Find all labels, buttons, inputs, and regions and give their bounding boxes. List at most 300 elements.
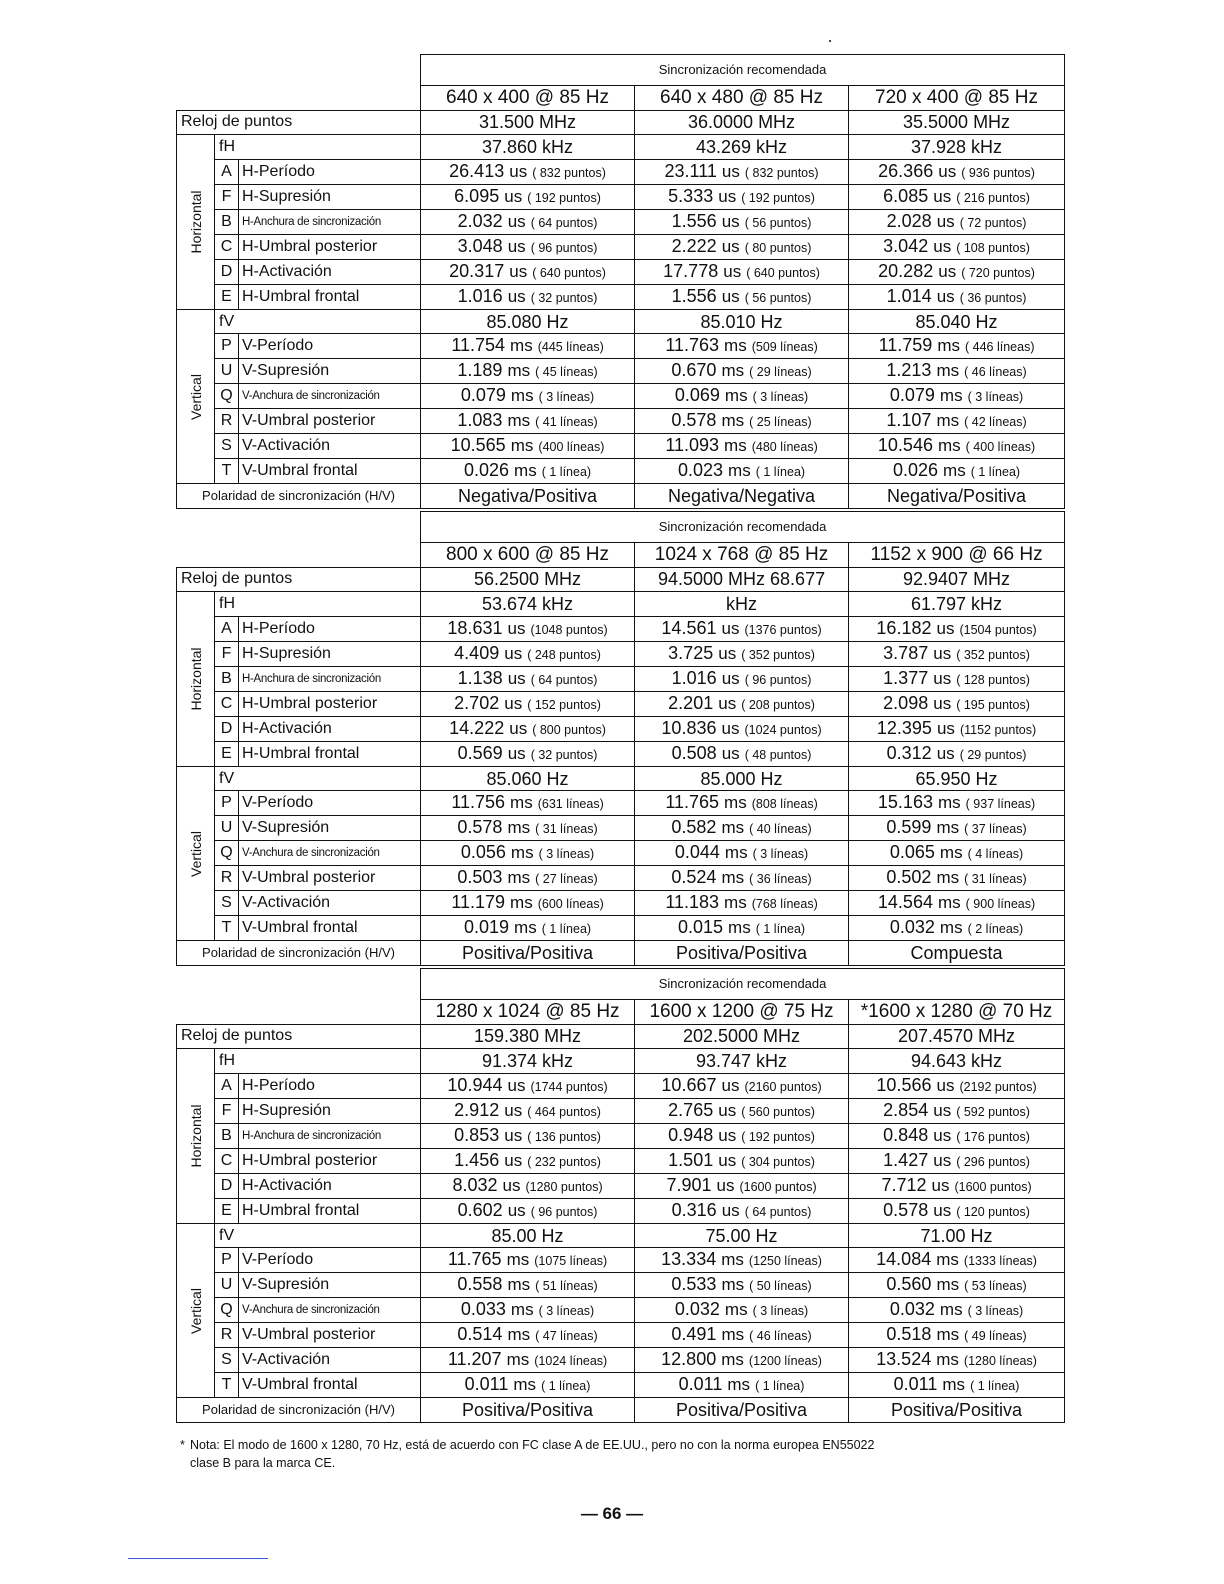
value-count: ( 37 líneas) bbox=[964, 822, 1027, 837]
dot-clock-label: Reloj de puntos bbox=[177, 1024, 421, 1049]
value-unit: us bbox=[718, 1150, 737, 1170]
value-number: 11.759 bbox=[878, 335, 933, 356]
row-parameter: H-Anchura de sincronización bbox=[239, 1123, 421, 1148]
timing-value bbox=[635, 666, 849, 691]
timing-value bbox=[635, 1323, 849, 1348]
row-letter: D bbox=[215, 1173, 239, 1198]
value-count: ( 192 puntos) bbox=[741, 1129, 815, 1144]
row-parameter: V-Anchura de sincronización bbox=[239, 841, 421, 866]
value-number: 11.765 bbox=[665, 792, 720, 813]
value-unit: ms bbox=[510, 436, 534, 456]
v-row bbox=[177, 1273, 1065, 1298]
timing-value bbox=[635, 1298, 849, 1323]
value-number: 1.138 bbox=[457, 667, 503, 688]
value-count: ( 72 puntos) bbox=[959, 215, 1027, 230]
polarity-value: Positiva/Positiva bbox=[635, 941, 849, 966]
value-number: 14.561 bbox=[661, 617, 717, 638]
value-count: ( 2 líneas) bbox=[967, 922, 1024, 937]
row-parameter: H-Activación bbox=[239, 1173, 421, 1198]
horizontal-label: Horizontal bbox=[187, 190, 204, 254]
timing-table-1 bbox=[176, 54, 1065, 509]
dot-clock-value: 94.5000 MHz 68.677 bbox=[635, 567, 849, 592]
value-number: 20.282 bbox=[878, 260, 934, 281]
timing-value bbox=[421, 741, 635, 766]
value-count: (1075 líneas) bbox=[534, 1254, 608, 1269]
value-number: 0.578 bbox=[457, 817, 503, 838]
value-number: 14.084 bbox=[876, 1249, 932, 1270]
value-unit: us bbox=[936, 286, 955, 306]
value-count: (631 líneas) bbox=[537, 797, 604, 812]
value-number: 11.756 bbox=[451, 792, 506, 813]
h-row bbox=[177, 666, 1065, 691]
value-unit: ms bbox=[721, 411, 745, 431]
row-parameter: H-Umbral posterior bbox=[239, 234, 421, 259]
recommended-header: Sincronización recomendada bbox=[421, 55, 1065, 86]
value-count: ( 42 líneas) bbox=[964, 415, 1027, 430]
h-row bbox=[177, 184, 1065, 209]
value-number: 10.546 bbox=[877, 435, 933, 456]
value-count: ( 64 puntos) bbox=[530, 672, 598, 687]
value-number: 11.765 bbox=[447, 1249, 502, 1270]
value-number: 11.179 bbox=[451, 892, 506, 913]
value-count: ( 108 puntos) bbox=[956, 240, 1030, 255]
vertical-label: Vertical bbox=[187, 373, 204, 420]
h-row bbox=[177, 1123, 1065, 1148]
value-number: 0.065 bbox=[889, 842, 935, 863]
value-number: 2.032 bbox=[457, 210, 503, 231]
value-unit: us bbox=[507, 1200, 526, 1220]
value-number: 0.524 bbox=[671, 867, 717, 888]
row-letter: B bbox=[215, 666, 239, 691]
value-unit: us bbox=[504, 186, 523, 206]
value-count: (1250 líneas) bbox=[748, 1254, 822, 1269]
value-number: 10.565 bbox=[450, 435, 506, 456]
row-parameter: V-Umbral posterior bbox=[239, 1323, 421, 1348]
fv-value: 85.060 Hz bbox=[421, 766, 635, 791]
timing-value bbox=[635, 434, 849, 459]
v-row bbox=[177, 334, 1065, 359]
dot-clock-value: 56.2500 MHz bbox=[421, 567, 635, 592]
value-number: 0.599 bbox=[886, 817, 932, 838]
row-letter: D bbox=[215, 716, 239, 741]
vertical-group bbox=[177, 309, 215, 484]
value-number: 0.560 bbox=[886, 1274, 932, 1295]
timing-value bbox=[421, 409, 635, 434]
value-number: 0.853 bbox=[454, 1124, 500, 1145]
polarity-row bbox=[177, 941, 1065, 966]
value-unit: us bbox=[721, 161, 740, 181]
horizontal-group bbox=[177, 592, 215, 767]
row-parameter: H-Umbral frontal bbox=[239, 1198, 421, 1223]
v-row bbox=[177, 891, 1065, 916]
value-unit: ms bbox=[943, 461, 966, 481]
fv-label: fV bbox=[215, 309, 421, 334]
timing-value bbox=[849, 159, 1065, 184]
value-number: 17.778 bbox=[663, 260, 719, 281]
dot-clock-value: 35.5000 MHz bbox=[849, 110, 1065, 135]
timing-value bbox=[635, 284, 849, 309]
value-count: ( 192 puntos) bbox=[527, 190, 601, 205]
mode-header: 1152 x 900 @ 66 Hz bbox=[849, 543, 1065, 568]
row-parameter: V-Supresión bbox=[239, 359, 421, 384]
row-parameter: H-Activación bbox=[239, 259, 421, 284]
value-unit: us bbox=[936, 743, 955, 763]
timing-value bbox=[849, 184, 1065, 209]
v-row bbox=[177, 434, 1065, 459]
fh-value: kHz bbox=[635, 592, 849, 617]
value-count: ( 36 líneas) bbox=[749, 872, 812, 887]
value-count: ( 208 puntos) bbox=[741, 697, 815, 712]
row-parameter: H-Supresión bbox=[239, 1098, 421, 1123]
value-unit: us bbox=[721, 743, 740, 763]
value-count: ( 120 puntos) bbox=[956, 1204, 1030, 1219]
timing-value bbox=[635, 841, 849, 866]
value-unit: ms bbox=[936, 411, 960, 431]
timing-value bbox=[635, 1198, 849, 1223]
value-unit: ms bbox=[510, 336, 533, 356]
fv-value: 85.040 Hz bbox=[849, 309, 1065, 334]
value-count: ( 152 puntos) bbox=[527, 697, 601, 712]
value-number: 12.395 bbox=[876, 717, 932, 738]
value-number: 26.366 bbox=[878, 160, 934, 181]
value-unit: us bbox=[502, 1175, 521, 1195]
value-number: 0.079 bbox=[889, 385, 935, 406]
timing-value bbox=[421, 916, 635, 941]
horizontal-group bbox=[177, 1049, 215, 1224]
h-row bbox=[177, 1173, 1065, 1198]
value-count: ( 3 líneas) bbox=[967, 1304, 1024, 1319]
empty-corner bbox=[177, 543, 421, 568]
row-parameter: H-Umbral posterior bbox=[239, 691, 421, 716]
value-count: ( 96 puntos) bbox=[744, 672, 812, 687]
value-count: ( 592 puntos) bbox=[956, 1104, 1030, 1119]
fh-value: 91.374 kHz bbox=[421, 1049, 635, 1074]
timing-value bbox=[849, 1348, 1065, 1373]
row-letter: B bbox=[215, 209, 239, 234]
mode-header: 1600 x 1200 @ 75 Hz bbox=[635, 1000, 849, 1025]
page-number: — 66 — bbox=[580, 1504, 644, 1523]
timing-value bbox=[849, 334, 1065, 359]
value-count: ( 216 puntos) bbox=[956, 190, 1030, 205]
mode-header: 640 x 480 @ 85 Hz bbox=[635, 86, 849, 111]
timing-value bbox=[849, 691, 1065, 716]
value-number: 0.069 bbox=[674, 385, 720, 406]
value-unit: ms bbox=[937, 336, 960, 356]
fv-row bbox=[177, 1223, 1065, 1248]
value-unit: ms bbox=[728, 461, 751, 481]
value-number: 0.491 bbox=[671, 1324, 717, 1345]
value-unit: us bbox=[721, 286, 740, 306]
value-unit: us bbox=[933, 1150, 952, 1170]
timing-value bbox=[635, 1123, 849, 1148]
value-count: ( 1 línea) bbox=[755, 922, 806, 937]
timing-value bbox=[849, 1373, 1065, 1398]
timing-value bbox=[635, 716, 849, 741]
row-letter: A bbox=[215, 1073, 239, 1098]
value-unit: ms bbox=[936, 1325, 960, 1345]
value-number: 18.631 bbox=[447, 617, 503, 638]
value-number: 0.582 bbox=[671, 817, 717, 838]
row-letter: F bbox=[215, 1098, 239, 1123]
v-row bbox=[177, 359, 1065, 384]
value-number: 0.502 bbox=[886, 867, 932, 888]
value-number: 0.848 bbox=[883, 1124, 929, 1145]
value-count: ( 53 líneas) bbox=[964, 1279, 1027, 1294]
timing-value bbox=[849, 1273, 1065, 1298]
value-count: ( 64 puntos) bbox=[530, 215, 598, 230]
timing-value bbox=[421, 259, 635, 284]
horizontal-group bbox=[177, 135, 215, 310]
dot-clock-value: 92.9407 MHz bbox=[849, 567, 1065, 592]
value-unit: ms bbox=[936, 868, 960, 888]
value-number: 1.083 bbox=[457, 410, 503, 431]
value-number: 10.836 bbox=[661, 717, 717, 738]
value-count: ( 49 líneas) bbox=[964, 1329, 1027, 1344]
fh-value: 53.674 kHz bbox=[421, 592, 635, 617]
value-count: ( 1 línea) bbox=[755, 1379, 805, 1394]
value-count: ( 400 líneas) bbox=[965, 440, 1036, 455]
timing-value bbox=[849, 259, 1065, 284]
value-count: ( 25 líneas) bbox=[749, 415, 812, 430]
value-number: 0.033 bbox=[460, 1299, 506, 1320]
value-number: 11.093 bbox=[665, 435, 720, 456]
timing-value bbox=[849, 1073, 1065, 1098]
timing-value bbox=[421, 184, 635, 209]
timing-value bbox=[421, 841, 635, 866]
row-letter: R bbox=[215, 1323, 239, 1348]
value-number: 5.333 bbox=[668, 185, 714, 206]
value-count: ( 352 puntos) bbox=[956, 647, 1030, 662]
value-count: ( 3 líneas) bbox=[538, 1304, 595, 1319]
value-number: 0.508 bbox=[671, 742, 717, 763]
value-count: ( 96 puntos) bbox=[530, 1204, 598, 1219]
v-row bbox=[177, 459, 1065, 484]
timing-value bbox=[849, 359, 1065, 384]
value-count: ( 47 líneas) bbox=[535, 1329, 598, 1344]
value-count: ( 720 puntos) bbox=[961, 265, 1035, 280]
row-letter: P bbox=[215, 791, 239, 816]
horizontal-label: Horizontal bbox=[187, 647, 204, 711]
timing-value bbox=[635, 409, 849, 434]
value-number: 1.213 bbox=[886, 360, 932, 381]
timing-value bbox=[849, 1323, 1065, 1348]
timing-value bbox=[849, 891, 1065, 916]
value-number: 7.901 bbox=[666, 1174, 712, 1195]
value-number: 2.912 bbox=[454, 1099, 500, 1120]
value-number: 2.854 bbox=[883, 1099, 929, 1120]
row-parameter: V-Umbral frontal bbox=[239, 1373, 421, 1398]
value-unit: us bbox=[718, 1125, 737, 1145]
timing-value bbox=[635, 159, 849, 184]
timing-value bbox=[635, 891, 849, 916]
timing-value bbox=[849, 284, 1065, 309]
value-number: 0.533 bbox=[671, 1274, 717, 1295]
h-row bbox=[177, 716, 1065, 741]
timing-value bbox=[421, 1273, 635, 1298]
h-row bbox=[177, 1198, 1065, 1223]
value-count: ( 32 puntos) bbox=[530, 290, 598, 305]
mode-header: 1280 x 1024 @ 85 Hz bbox=[421, 1000, 635, 1025]
timing-value bbox=[635, 184, 849, 209]
value-unit: ms bbox=[728, 918, 751, 938]
value-unit: ms bbox=[721, 1250, 744, 1270]
value-count: ( 1 línea) bbox=[970, 465, 1021, 480]
value-number: 3.048 bbox=[457, 235, 503, 256]
timing-value bbox=[635, 334, 849, 359]
timing-value bbox=[421, 434, 635, 459]
value-count: ( 32 puntos) bbox=[530, 747, 598, 762]
value-number: 14.222 bbox=[449, 717, 505, 738]
fv-value: 85.00 Hz bbox=[421, 1223, 635, 1248]
value-unit: us bbox=[721, 718, 740, 738]
value-number: 0.032 bbox=[674, 1299, 720, 1320]
timing-value bbox=[635, 816, 849, 841]
value-unit: ms bbox=[514, 461, 537, 481]
v-row bbox=[177, 816, 1065, 841]
value-count: ( 640 puntos) bbox=[746, 265, 820, 280]
value-unit: ms bbox=[721, 868, 745, 888]
value-unit: us bbox=[504, 643, 523, 663]
value-count: ( 3 líneas) bbox=[752, 847, 809, 862]
value-unit: ms bbox=[942, 1375, 966, 1395]
value-unit: ms bbox=[507, 1325, 531, 1345]
value-count: ( 352 puntos) bbox=[741, 647, 815, 662]
polarity-value: Compuesta bbox=[849, 941, 1065, 966]
row-letter: U bbox=[215, 1273, 239, 1298]
timing-value bbox=[421, 716, 635, 741]
value-unit: ms bbox=[507, 1275, 531, 1295]
value-unit: ms bbox=[936, 1350, 959, 1370]
value-count: (2192 puntos) bbox=[959, 1079, 1037, 1094]
value-count: (1744 puntos) bbox=[530, 1079, 608, 1094]
polarity-value: Negativa/Negativa bbox=[635, 484, 849, 509]
fh-row bbox=[177, 592, 1065, 617]
value-count: ( 31 líneas) bbox=[964, 872, 1027, 887]
fh-label: fH bbox=[215, 1049, 421, 1074]
horizontal-label: Horizontal bbox=[187, 1104, 204, 1168]
timing-value bbox=[635, 866, 849, 891]
value-number: 0.044 bbox=[674, 842, 720, 863]
value-unit: ms bbox=[507, 818, 531, 838]
value-unit: us bbox=[504, 1100, 523, 1120]
mode-header: 800 x 600 @ 85 Hz bbox=[421, 543, 635, 568]
value-count: ( 50 líneas) bbox=[749, 1279, 812, 1294]
v-row bbox=[177, 1298, 1065, 1323]
row-letter: Q bbox=[215, 384, 239, 409]
value-count: ( 192 puntos) bbox=[741, 190, 815, 205]
row-parameter: V-Activación bbox=[239, 891, 421, 916]
timing-value bbox=[849, 1198, 1065, 1223]
value-number: 1.014 bbox=[886, 285, 932, 306]
value-number: 0.026 bbox=[463, 460, 510, 481]
recommended-header: Sincronización recomendada bbox=[421, 512, 1065, 543]
value-number: 11.207 bbox=[447, 1349, 502, 1370]
value-unit: us bbox=[509, 161, 528, 181]
value-count: ( 51 líneas) bbox=[535, 1279, 598, 1294]
value-unit: ms bbox=[937, 793, 961, 813]
value-count: ( 46 líneas) bbox=[964, 365, 1027, 380]
timing-table-2 bbox=[176, 511, 1065, 966]
timing-value bbox=[421, 1373, 635, 1398]
footnote-line-1: Nota: El modo de 1600 x 1280, 70 Hz, está de acuerdo con FC clase A de EE.UU., pero no con la norma europea EN55022 bbox=[190, 1438, 875, 1452]
timing-value bbox=[849, 234, 1065, 259]
timing-value bbox=[421, 1173, 635, 1198]
row-letter: P bbox=[215, 1248, 239, 1273]
value-count: ( 41 líneas) bbox=[535, 415, 598, 430]
empty-corner bbox=[177, 1000, 421, 1025]
value-count: (1600 puntos) bbox=[739, 1179, 817, 1194]
value-number: 0.026 bbox=[892, 460, 939, 481]
timing-value bbox=[421, 641, 635, 666]
value-count: ( 27 líneas) bbox=[535, 872, 598, 887]
row-letter: Q bbox=[215, 841, 239, 866]
value-number: 2.702 bbox=[454, 692, 500, 713]
timing-value bbox=[849, 916, 1065, 941]
value-unit: ms bbox=[507, 361, 531, 381]
dot-clock-value: 36.0000 MHz bbox=[635, 110, 849, 135]
timing-value bbox=[849, 841, 1065, 866]
value-count: ( 56 puntos) bbox=[744, 215, 812, 230]
value-number: 0.518 bbox=[886, 1324, 932, 1345]
value-count: ( 136 puntos) bbox=[527, 1129, 601, 1144]
value-number: 12.800 bbox=[661, 1349, 717, 1370]
value-unit: us bbox=[716, 1175, 735, 1195]
value-unit: ms bbox=[936, 818, 960, 838]
row-letter: C bbox=[215, 1148, 239, 1173]
value-number: 10.667 bbox=[661, 1074, 717, 1095]
value-count: ( 1 línea) bbox=[541, 465, 592, 480]
row-letter: R bbox=[215, 409, 239, 434]
timing-value bbox=[635, 741, 849, 766]
timing-value bbox=[849, 616, 1065, 641]
mode-row bbox=[177, 86, 1065, 111]
value-unit: ms bbox=[937, 893, 961, 913]
row-letter: F bbox=[215, 184, 239, 209]
v-row bbox=[177, 1373, 1065, 1398]
timing-value bbox=[421, 1298, 635, 1323]
h-row bbox=[177, 741, 1065, 766]
value-unit: ms bbox=[724, 1300, 748, 1320]
row-parameter: V-Umbral frontal bbox=[239, 459, 421, 484]
v-row bbox=[177, 1348, 1065, 1373]
timing-value bbox=[421, 691, 635, 716]
value-unit: ms bbox=[510, 1300, 534, 1320]
value-count: ( 900 líneas) bbox=[965, 897, 1036, 912]
value-unit: us bbox=[938, 261, 957, 281]
fh-row bbox=[177, 135, 1065, 160]
row-letter: U bbox=[215, 816, 239, 841]
timing-value bbox=[421, 459, 635, 484]
value-count: ( 832 puntos) bbox=[744, 165, 819, 180]
value-count: (480 líneas) bbox=[751, 440, 818, 455]
footnote-line-2: clase B para la marca CE. bbox=[190, 1456, 336, 1470]
value-count: ( 1 línea) bbox=[970, 1379, 1020, 1394]
value-number: 1.556 bbox=[671, 210, 717, 231]
recommended-header: Sincronización recomendada bbox=[421, 969, 1065, 1000]
value-count: (600 líneas) bbox=[537, 897, 604, 912]
timing-value bbox=[421, 1148, 635, 1173]
row-letter: T bbox=[215, 459, 239, 484]
value-number: 0.602 bbox=[457, 1199, 503, 1220]
timing-value bbox=[849, 1098, 1065, 1123]
fv-value: 75.00 Hz bbox=[635, 1223, 849, 1248]
value-unit: us bbox=[507, 286, 526, 306]
value-count: (1504 puntos) bbox=[959, 622, 1037, 637]
polarity-value: Negativa/Positiva bbox=[421, 484, 635, 509]
fv-value: 85.080 Hz bbox=[421, 309, 635, 334]
timing-value bbox=[635, 1098, 849, 1123]
h-row bbox=[177, 284, 1065, 309]
